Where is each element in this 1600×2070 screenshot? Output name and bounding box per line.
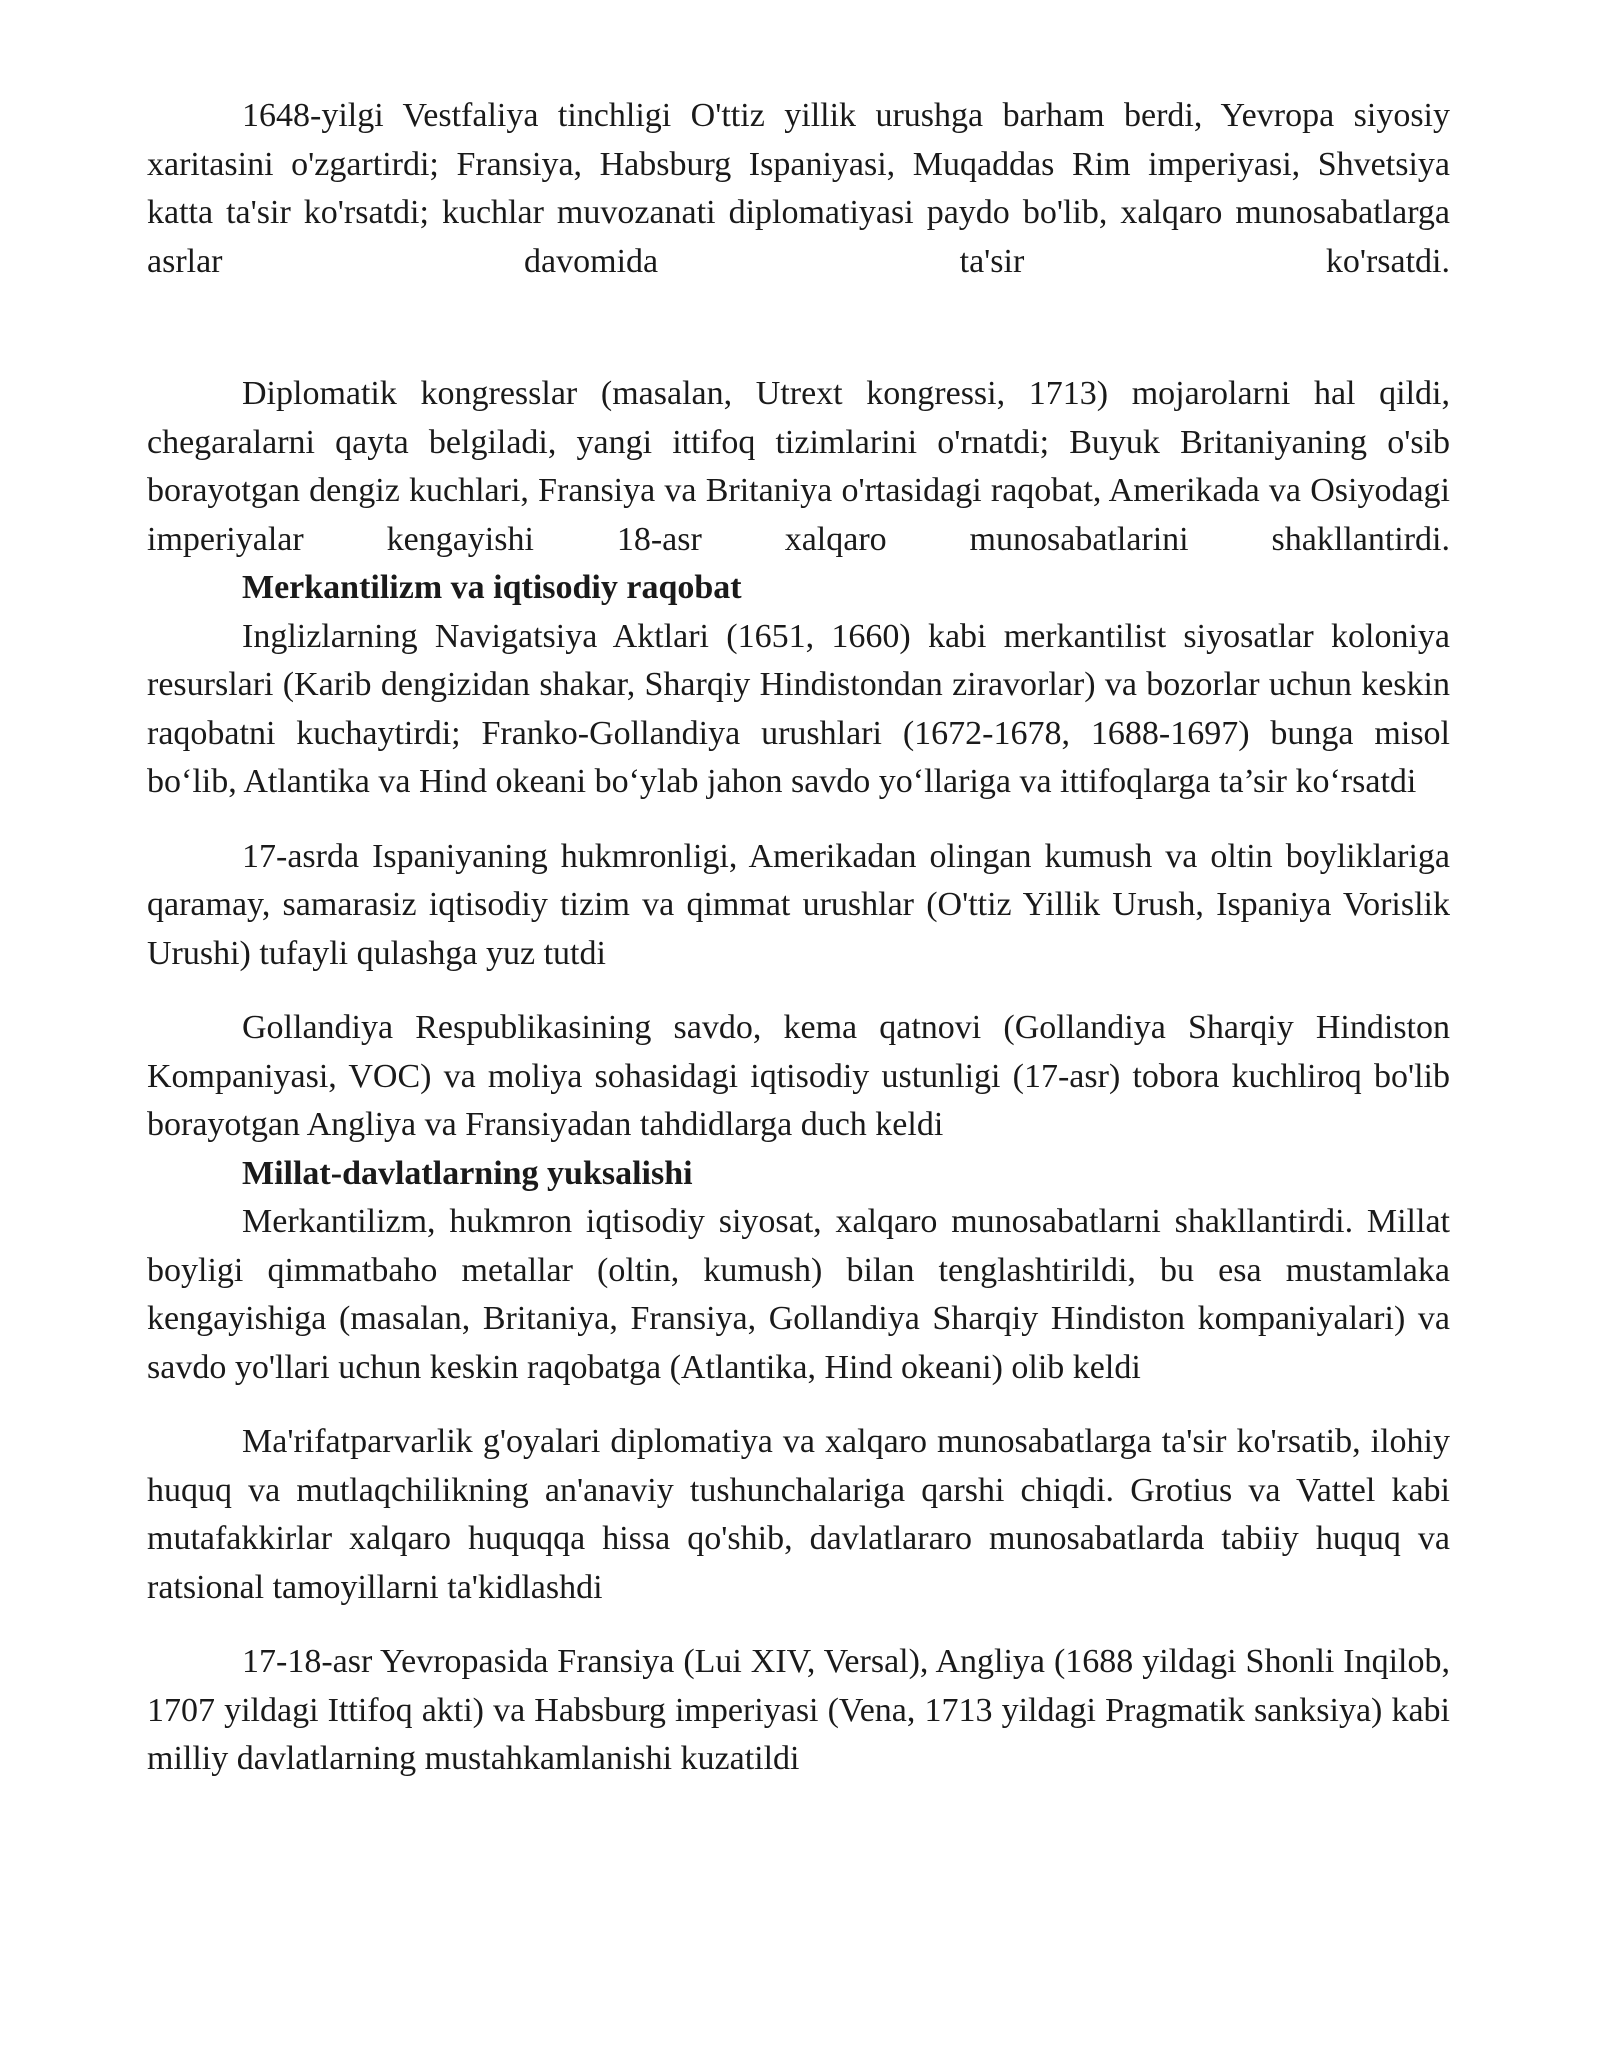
paragraph-spain-dominance: 17-asrda Ispaniyaning hukmronligi, Amerikadan olingan kumush va oltin boyliklariga qaramay, samarasiz iqtisodiy tizim va qimmat urushlar (O'ttiz Yillik Urush, Ispaniya Vorislik Urushi) tufayli qulashga yuz tutdi — [147, 837, 1450, 972]
paragraph-enlightenment: Ma'rifatparvarlik g'oyalari diplomatiya va xalqaro munosabatlarga ta'sir ko'rsatib, ilohiy huquq va mutlaqchilikning an'anaviy tushunchalariga qarshi chiqdi. Grotius va Vattel kabi mutafakkirlar xalqaro huquqqa hissa qo'shib, davlatlararo munosabatlarda tabiiy huquq va ratsional tamoyillarni ta'kidlashdi — [147, 1423, 1450, 1606]
paragraph-mercantilism-policy: Merkantilizm, hukmron iqtisodiy siyosat, xalqaro munosabatlarni shakllantirdi. Millat boyligi qimmatbaho metallar (oltin, kumush) bilan tenglashtirildi, bu esa mustamlaka kengayishiga (masalan, Britaniya, Fransiya, Gollandiya Sharqiy Hindiston kompaniyalari) va savdo yo'llari uchun keskin raqobatga (Atlantika, Hind okeani) olib keldi — [147, 1203, 1450, 1386]
paragraph-nation-states-consolidation: 17-18-asr Yevropasida Fransiya (Lui XIV, Versal), Angliya (1688 yildagi Shonli Inqilob, 1707 yildagi Ittifoq akti) va Habsburg imperiyasi (Vena, 1713 yildagi Pragmatik sanksiya) kabi milliy davlatlarning mustahkamlanishi kuzatildi — [147, 1643, 1450, 1777]
heading-nation-states: Millat-davlatlarning yuksalishi — [242, 1154, 693, 1192]
paragraph-westphalia: 1648-yilgi Vestfaliya tinchligi O'ttiz yillik urushga barham berdi, Yevropa siyosiy xaritasini o'zgartirdi; Fransiya, Habsburg Ispaniyasi, Muqaddas Rim imperiyasi, Shvetsiya katta ta'sir ko'rsatdi; kuchlar muvozanati diplomatiyasi paydo bo'lib, xalqaro munosabatlarga asrlar davomida ta'sir ko'rsatdi. — [147, 97, 1450, 280]
paragraph-navigation-acts: Inglizlarning Navigatsiya Aktlari (1651, 1660) kabi merkantilist siyosatlar koloniya resurslari (Karib dengizidan shakar, Sharqiy Hindistondan ziravorlar) va bozorlar uchun keskin raqobatni kuchaytirdi; Franko-Gollandiya urushlari (1672-1678, 1688-1697) bunga misol bo‘lib, Atlantika va Hind okeani bo‘ylab jahon savdo yo‘llariga va ittifoqlarga ta’sir ko‘rsatdi — [147, 617, 1450, 800]
document-page — [147, 92, 1450, 1784]
heading-mercantilism: Merkantilizm va iqtisodiy raqobat — [242, 569, 742, 606]
paragraph-dutch-republic: Gollandiya Respublikasining savdo, kema qatnovi (Gollandiya Sharqiy Hindiston Kompaniyasi, VOC) va moliya sohasidagi iqtisodiy ustunligi (17-asr) tobora kuchliroq bo'lib borayotgan Angliya va Fransiyadan tahdidlarga duch keldi — [147, 1009, 1450, 1143]
paragraph-diplomatic-congresses: Diplomatik kongresslar (masalan, Utrext kongressi, 1713) mojarolarni hal qildi, chegaralarni qayta belgiladi, yangi ittifoq tizimlarini o'rnatdi; Buyuk Britaniyaning o'sib borayotgan dengiz kuchlari, Fransiya va Britaniya o'rtasidagi raqobat, Amerikada va Osiyodagi imperiyalar kengayishi 18-asr xalqaro munosabatlarini shakllantirdi. — [147, 375, 1450, 558]
